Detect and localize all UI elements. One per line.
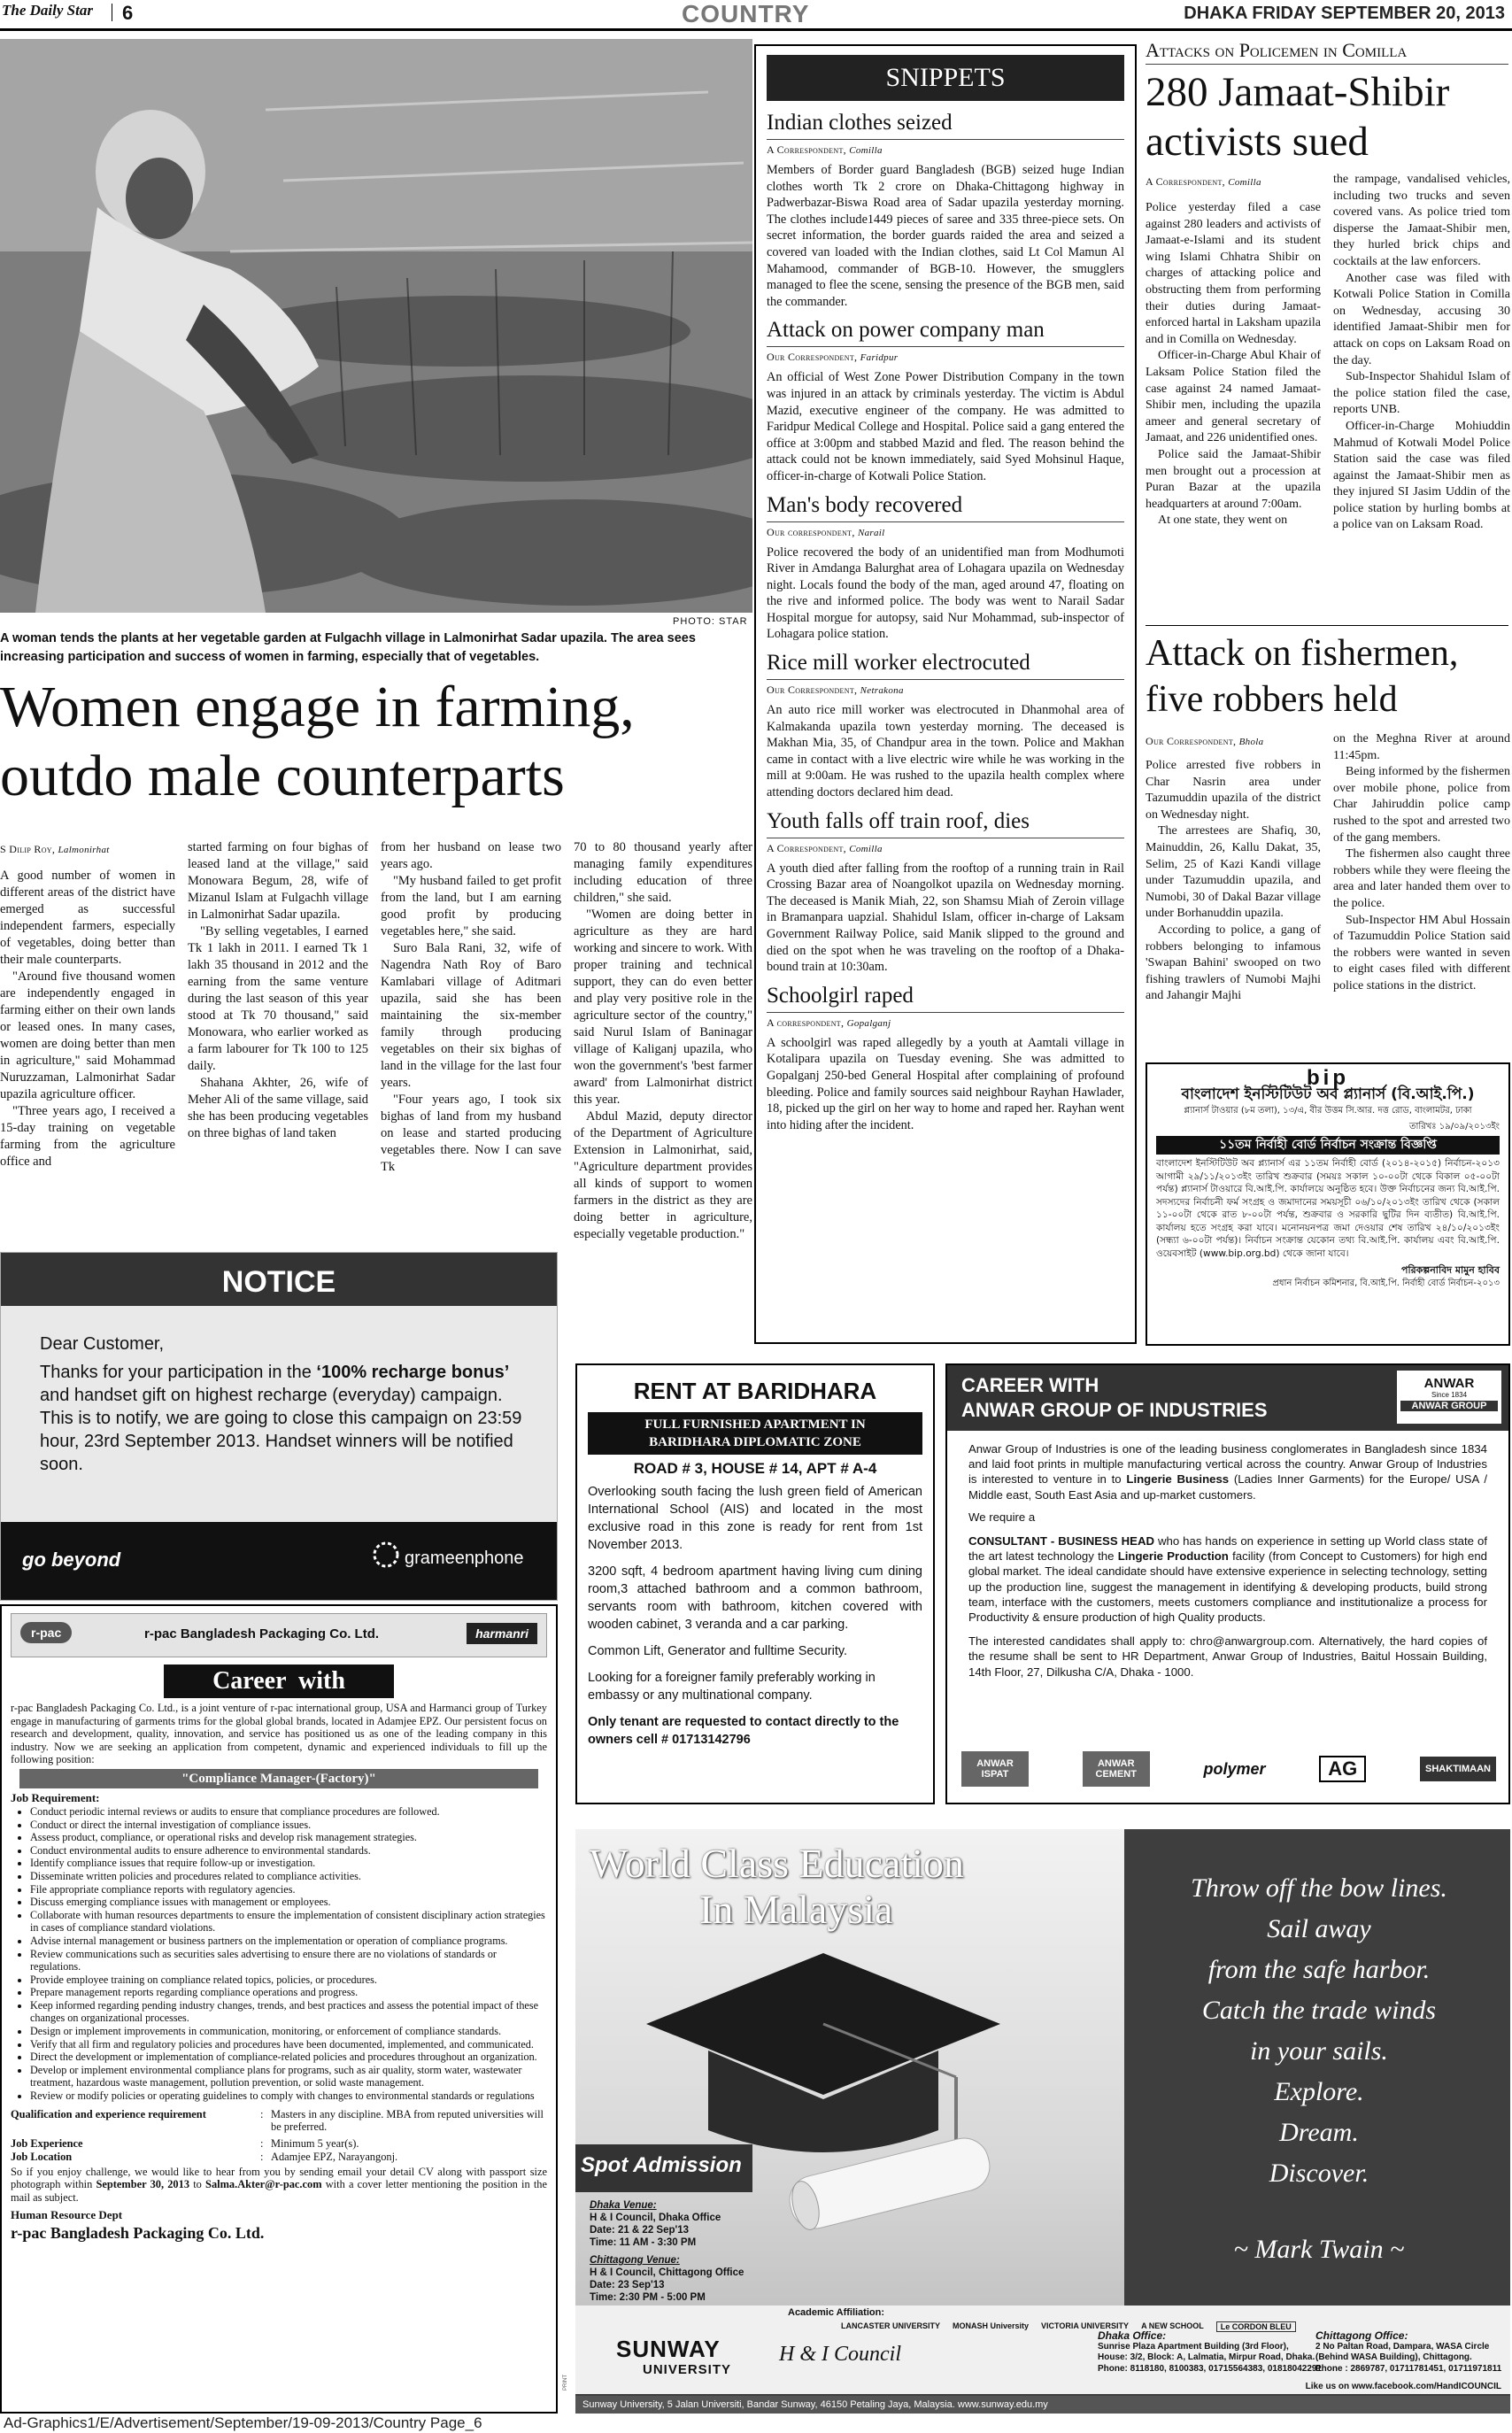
main-story-col-3: from her husband on lease two years ago. "My husband failed to get profit from the land, but I am earning good profit by producing vegetables here," she said. Suro Bala Rani, 32, wife of Nagendra Nath Roy of Baro Kamlabari village of Aditmari upazila, said she has been maintaining the six-member family through producing vegetables on their six bighas of land in the village for the last four years. "Four years ago, I took six bighas of land from my husband on lease and started producing vegetables there. Now I can save Tk (381, 840, 561, 1174)
snippet-byline: A Correspondent, Comilla (767, 841, 883, 854)
dateline: DHAKA FRIDAY SEPTEMBER 20, 2013 (1184, 4, 1505, 23)
rpac-loc-row: Job Location : Adamjee EPZ, Narayangonj. (11, 2150, 398, 2163)
baridhara-p3: Common Lift, Generator and fulltime Security. (588, 1644, 848, 1658)
list-item: • Verify that all firm and regulatory policies and procedures have been documented, implemented, and communicated. (30, 2038, 547, 2051)
snippet-item (767, 983, 1124, 1134)
gp-brand: grameenphone (405, 1549, 524, 1568)
file-path: Ad-Graphics1/E/Advertisement/September/19-09-2013/Country Page_6 (4, 2414, 482, 2431)
snippets-title: SNIPPETS (767, 55, 1124, 101)
spot-admission: Spot Admission (581, 2153, 742, 2177)
rpac-logo: r-pac (20, 1622, 72, 1643)
new-school-logo: A NEW SCHOOL (1141, 2321, 1204, 2330)
snippet-headline: Rice mill worker electrocuted (767, 651, 1030, 676)
monash-logo: MONASH University (953, 2321, 1030, 2330)
rpac-req-title: Job Requirement: (11, 1790, 100, 1804)
list-item: • Review or modify policies or operating guidelines to comply with changes to environmental standards or regulations (30, 2089, 547, 2103)
bip-notice-body: বাংলাদেশ ইনস্টিটিউট অব প্ল্যানার্স এর ১১তম নির্বাহী বোর্ড (২০১৪-২০১৫) নির্বাচন-২০১৩ আগামী ২৯/১১/২০১৩ইং তারিখ শুক্রবার (সময়ঃ সকাল ১০-০০টা থেকে বিকাল ০৫-০০টা পর্যন্ত) প্ল্যানার্স টাওয়ারে বি.আই.পি. কার্যালয়ে অনুষ্ঠিত হবে। উক্ত নির্বাচনের জন্য বি.আই.পি. সদস্যদের নির্বাচনী ফর্ম সংগ্রহ ও জমাদানের সময়সূচী ০৬/১০/২০১৩ইং তারিখ থেকে (সকাল ১১-০০টা থেকে রাত ৮-০০টা পর্যন্ত, শুক্রবার ও সরকারি ছুটির দিন ব্যতীত) বি.আই.পি. কার্যালয় হতে সংগ্রহ করা যাবে। মনোনয়নপত্র জমা দেওয়ার শেষ তারিখ ২৪/১০/২০১৩ইং (সন্ধ্যা ৬-০০টা পর্যন্ত)। নির্বাচন সংক্রান্ত যেকোন তথ্য বি.আই.পি. কার্যালয় এবং বি.আই.পি. ওয়েবসাইট (www.bip.org.bd) থেকে জানা যাবে। (1156, 1158, 1500, 1259)
fishermen-col-1: Police arrested five robbers in Char Nasrin area under Tazumuddin upazila of the district on Wednesday night. The arrestees are Shafiq, 30, Mainuddin, 26, Kallu Dakat, 35, Selim, 25 of Kazi Kandi village under Tazumuddin upazila, and Numobi, 30 of Dakal Bazar village under Borhanuddin upazila. According to police, a gang of robbers belonging to infamous 'Swapan Bahini' swooped on two fishing trawlers of Numobi Majhi and Jahangir Majhi (1146, 759, 1321, 1003)
rpac-qual-row: Qualification and experience requirement : Masters in any discipline. MBA from reputed universities will be preferred. (11, 2108, 547, 2134)
fishermen-col-2: on the Meghna River at around 11:45pm. Being informed by the fishermen over mobile phone, police from Char Jahiruddin police camp rushed to the spot and arrested two of the gang members. The fishermen also caught three robbers while they were fleeing the area and later handed them over to the police. Sub-Inspector HM Abul Hossain of Tazumuddin Police Station said the robbers were wanted in seven to eight cases filed with different police stations in the district. (1333, 732, 1510, 993)
comilla-byline: A Correspondent, Comilla (1146, 175, 1261, 188)
snippet-body: A youth died after falling from the rooftop of a running train in Rail Crossing Bazar area of Noangolkot upazila on Wednesday morning. The deceased is Manik Miah, 22, son Shamsu Miah of Zeroin village in Bramanpara uapzial. Shahidul Islam, officer in-charge of Laksam Government Railway Police, said Manik slipped to the ground and died on the spot when he was traveling on the rooftop of a Dhaka-bound train at 10:30am. (767, 861, 1124, 975)
snippet-item (767, 317, 1124, 484)
list-item: • Discuss emerging compliance issues with management or employees. (30, 1896, 547, 1909)
shaktimaan-logo: SHAKTIMAAN (1420, 1757, 1496, 1781)
anwar-cement-logo: ANWAR CEMENT (1083, 1751, 1150, 1787)
rpac-email-link[interactable]: Salma.Akter@r-pac.com (205, 2178, 322, 2191)
snippet-headline: Schoolgirl raped (767, 983, 914, 1008)
rpac-career-title: Career with (164, 1664, 394, 1698)
twain-quote: Throw off the bow lines. Sail away from the safe harbor. Catch the trade winds in your sails. Explore. Dream. Discover. ~ Mark Twain ~ (1191, 1873, 1447, 2264)
snippet-byline: A correspondent, Gopalganj (767, 1016, 891, 1029)
chittagong-venue: Chittagong Venue: H & I Council, Chittagong Office Date: 23 Sep'13 Time: 2:30 PM - 5:00 PM (590, 2255, 744, 2303)
bip-org-name: বাংলাদেশ ইনস্টিটিউট অব প্ল্যানার্স (বি.আই.পি.) (1181, 1085, 1475, 1103)
sunway-headline-2: In Malaysia (699, 1887, 893, 1932)
snippet-body: An auto rice mill worker was electrocuted in Dhanmohal area of Kalmakanda upazila town yesterday morning. The deceased is Makhan Mia, 35, of Chandpur area in the town. Police and Makhan came in contact with a live electric wire while he was working in the mill at 9:00am. He was rushed to the upazila health complex where attending doctors declared him dead. (767, 703, 1124, 800)
ag-logo: AG (1319, 1756, 1366, 1782)
baridhara-address: ROAD # 3, HOUSE # 14, APT # A-4 (633, 1460, 877, 1477)
rpac-apply: So if you enjoy challenge, we would like to hear from you by sending email your detail CV along with passport size photograph within September 30, 2013 to Salma.Akter@r-pac.com with a cover letter mentioning the position in the mail as subject. (11, 2165, 547, 2204)
lancaster-logo: LANCASTER UNIVERSITY (841, 2321, 941, 2330)
rpac-loc-value: Adamjee EPZ, Narayangonj. (271, 2150, 398, 2163)
grameenphone-logo-icon (373, 1541, 399, 1568)
snippet-body: An official of West Zone Power Distribution Company in the town was injured in an attack by criminals yesterday. The victim is Abdul Mazid, executive engineer of the company. He was admitted to Faridpur Medical College and Hospital. Police said a gang entered the office at 3:00pm and stabbed Mazid and fled. The reason behind the attack could not be known immediately, said Syed Mohsinul Haque, officer-in-charge of Kotwali Police Station. (767, 370, 1124, 483)
rpac-exp-row: Job Experience : Minimum 5 year(s). (11, 2136, 359, 2150)
anwar-position: CONSULTANT - BUSINESS HEAD who has hands on experience in setting up World class state of the art latest technology the Lingerie Production facility (from Concept to Customers) for high end global market. The ideal candidate should have extensive experience in selecting technology, setting up the production line, suggest the management in identifying & developing products, build strong team, interface with the customers, meets customers compliance and institutionalize a process for Productivity & ensure production of high Quality products. (968, 1534, 1488, 1625)
rpac-position: "Compliance Manager-(Factory)" (19, 1769, 538, 1788)
comilla-col-1: Police yesterday filed a case against 280 leaders and activists of Jamaat-e-Islami and its student wing Islami Chhatra Shibir on charges of attacking police and obstructing them from performing their duties during Jamaat-enforced hartal in Laksham upazila and in Comilla on Wednesday. Officer-in-Charge Abul Khair of Laksam Police Station filed the case against 24 named Jamaat-Shibir men, including the upazila ameer and general secretary of Jamaat, and 226 unidentified ones. Police said the Jamaat-Shibir men brought out a procession at Puran Bazar at the upazila headquarters at around 7:00am. At one state, they went on (1146, 201, 1321, 528)
list-item: • Conduct environmental audits to ensure adherence to environmental standards. (30, 1844, 547, 1858)
list-item: • Collaborate with human resources departments to ensure the implementation of consistent disciplinary action strategies in cases of compliance standard violations. (30, 1909, 547, 1935)
list-item: • Review communications such as securities sales advertising to ensure there are no violations of standards or regulations. (30, 1948, 547, 1973)
rpac-exp-label: Job Experience (11, 2136, 83, 2150)
fishermen-headline: Attack on fishermen, five robbers held (1146, 633, 1459, 720)
dhaka-venue: Dhaka Venue: H & I Council, Dhaka Office Date: 21 & 22 Sep'13 Time: 11 AM - 3:30 PM (590, 2200, 721, 2248)
academic-affiliation: Academic Affiliation: (788, 2307, 884, 2318)
list-item: • Disseminate written policies and procedures related to compliance activities. (30, 1870, 547, 1883)
facebook-link[interactable]: Like us on www.facebook.com/HandICOUNCIL (1305, 2382, 1501, 2391)
snippet-byline: Our correspondent, Narail (767, 525, 885, 538)
rpac-requirements-list (11, 1805, 547, 2103)
rpac-dept: Human Resource Dept (11, 2207, 123, 2221)
photo-credit: PHOTO: STAR (673, 616, 748, 627)
anwar-header-band (947, 1365, 1508, 1431)
bip-ad (1146, 1062, 1510, 1346)
list-item: • Advise internal management or business partners on the implementation or operation of compliance programs. (30, 1935, 547, 1948)
snippet-item (767, 492, 1124, 644)
anwar-title-1: CAREER WITH (961, 1374, 1099, 1396)
baridhara-ad (575, 1363, 935, 1804)
fishermen-top-rule (1146, 625, 1508, 626)
dhaka-office: Dhaka Office: Sunrise Plaza Apartment Building (3rd Floor), House: 3/2, Block: A, Lalmatia, Mirpur Road, Dhaka. Phone: 8118180, 8100383, 01715564383, 01818042291 (1098, 2329, 1322, 2374)
anwar-logo: ANWAR Since 1834 ANWAR GROUP (1397, 1371, 1501, 1424)
sunway-logo-sub: UNIVERSITY (643, 2362, 732, 2377)
main-story-col-1: A good number of women in different areas of the district have emerged as successful independent farmers, especially of vegetables, doing better than their male counterparts. "Around five thousand women are independently engaged in farming either on their own lands or leased ones. In many cases, women are doing better than men in agriculture," said Mohammad Nuruzzaman, Lalmonirhat Sadar upazila agriculture officer. "Three years ago, I received a 15-day training on vegetable farming from the agriculture office and (0, 869, 175, 1169)
main-byline: S Dilip Roy, Lalmonirhat (0, 843, 110, 855)
gp-notice-title: NOTICE (221, 1265, 336, 1299)
rpac-qual-label: Qualification and experience requirement (11, 2107, 206, 2120)
harmanci-logo: harmanri (467, 1623, 537, 1644)
list-item: • Prepare management reports regarding compliance operations and progress. (30, 1986, 547, 1999)
baridhara-p1: Overlooking south facing the lush green field of American International School (AIS) and located in the most exclusive road in this zone is ready for rent from 1st November 2013. (588, 1485, 922, 1552)
snippet-item (767, 650, 1124, 801)
main-story-col-2: started farming on four bighas of leased land at the village," said Monowara Begum, 28, wife of Mizanul Islam at Fulgachh village in Lalmonirhat Sadar upazila. "By selling vegetables, I earned Tk 1 lakh in 2011. I earned Tk 1 lakh 35 thousand in 2012 and the earning from the same venture during the last season of this year stood at Tk 70 thousand," said Monowara, who earlier worked as a farm labourer for Tk 100 to 125 daily. Shahana Akhter, 26, wife of Meher Ali of the same village, said she has been producing vegetables on three bighas of land taken (188, 840, 368, 1140)
polymer-logo: polymer (1203, 1759, 1266, 1778)
photo-caption: A woman tends the plants at her vegetable garden at Fulgachh village in Lalmonirhat Sadar upazila. The area sees increasing participation and success of women in farming, especially that of vegetables. (0, 631, 696, 664)
snippet-headline: Attack on power company man (767, 318, 1045, 343)
gp-notice-body: Thanks for your participation in the ‘100% recharge bonus’ and handset gift on highest recharge (everyday) campaign. This is to notify, we are going to close this campaign on 23:59 hour, 23rd September 2013. Handset winners will be notified soon. (40, 1363, 522, 1474)
snippet-item (767, 808, 1124, 976)
anwar-ad (945, 1363, 1510, 1804)
graduation-cap-icon (637, 1944, 1009, 2236)
sunway-logo: SUNWAY (616, 2336, 721, 2362)
paper-name: The Daily Star (2, 2, 93, 19)
list-item: • Develop or implement environmental compliance plans for programs, such as air quality, storm water, wastewater treatment, hazardous waste management, pollution prevention, or solid waste management. (30, 2064, 547, 2089)
main-headline: Women engage in farming, outdo male counterparts (0, 675, 635, 808)
bip-address: প্ল্যানার্স টাওয়ার (৮ম তলা), ১৩/এ, বীর উত্তম সি.আর. দত্ত রোড, বাংলামটর, ঢাকা (1184, 1106, 1472, 1116)
list-item: • Design or implement improvements in communication, monitoring, or enforcement of compliance standards. (30, 2025, 547, 2038)
bip-date: তারিখঃ ১৯/০৯/২০১৩ইং (1408, 1122, 1500, 1132)
gp-notice-ad (0, 1252, 558, 1601)
page-number: 6 (122, 2, 134, 24)
baridhara-title: RENT AT BARIDHARA (633, 1378, 877, 1404)
rpac-company-footer: r-pac Bangladesh Packaging Co. Ltd. (11, 2223, 265, 2242)
print-tag: PRINT (563, 2375, 568, 2391)
snippet-headline: Youth falls off train roof, dies (767, 808, 1030, 833)
snippet-body: Members of Border guard Bangladesh (BGB) seized huge Indian clothes worth Tk 2 crore on Dhaka-Chittagong highway in Padwerbazar-Biswa Road area of Sadar upazila yesterday morning. The clothes include1449 pieces of saree and 335 three-piece sets. On secret information, the border guards raided the area and seized a covered van loaded with the Indian clothes, said Lt Col Mamun Al Mahamood, commander of BGB-10. However, the smugglers managed to flee the scene, sensing the presence of the BGB men, said the commander. (767, 163, 1124, 309)
snippets-box (754, 44, 1137, 1344)
anwar-require: We require a (968, 1510, 1036, 1524)
rpac-header-band (11, 1613, 547, 1657)
main-story-col-4: 70 to 80 thousand yearly after managing family expenditures including education of three children," she said. "Women are doing better in agriculture as they are hard working and sincere to work. With proper training and technical support, they can do even better and play very positive role in the agriculture sector of the country," said Nurul Islam of Baninagar village of Kaliganj upazila, who won the government's 'best farmer award' from Lalmonirhat district this year. Abdul Mazid, deputy director of the Department of Agriculture Extension in Lalmonirhat, said, "Agriculture department provides all kinds of support to women farmers in the district as they are doing better in agriculture, especially vegetable production." (574, 840, 752, 1241)
anwar-brand-row (961, 1751, 1496, 1787)
rpac-company-header: r-pac Bangladesh Packaging Co. Ltd. (144, 1626, 380, 1641)
sunway-ad (575, 1829, 1510, 2414)
snippet-item (767, 110, 1124, 310)
anwar-intro: Anwar Group of Industries is one of the leading business conglomerates in Bangladesh since 1834 and laid foot prints in multiple manufacturing vertical across the country. Anwar Group of Industries is interested to venture in to Lingerie Business (Ladies Inner Garments) for the Europe/ USA / Middle east, South East Asia and up-market customers. (968, 1442, 1487, 1502)
snippet-byline: Our Correspondent, Netrakona (767, 684, 904, 697)
bip-notice-title: ১১তম নির্বাহী বোর্ড নির্বাচন সংক্রান্ত বিজ্ঞপ্তি (1156, 1136, 1500, 1155)
gp-tagline: go beyond (22, 1549, 121, 1571)
snippet-body: A schoolgirl was raped allegedly by a youth at Aamtali village in Kotalipara upazila on Tuesday evening. She was admitted to Gopalganj 250-bed General Hospital after complaining of profound bleeding. Police and family sources said neighbour Rayhan Hawlader, 18, picked up the girl on her way to home and raped her. Rayhan went into hiding after the incident. (767, 1035, 1124, 1132)
masthead-rule (0, 28, 1512, 31)
rpac-exp-value: Minimum 5 year(s). (271, 2136, 359, 2150)
snippet-byline: Our Correspondent, Faridpur (767, 351, 899, 364)
list-item: • Identify compliance issues that require follow-up or investigation. (30, 1857, 547, 1870)
list-item: • Keep informed regarding pending industry changes, trends, and best practices and assess the potential impact of these changes on organizational processes. (30, 1999, 547, 2025)
list-item: • Conduct periodic internal reviews or audits to ensure that compliance procedures are followed. (30, 1805, 547, 1819)
rpac-loc-label: Job Location (11, 2150, 73, 2163)
sunway-footer: Sunway University, 5 Jalan Universiti, Bandar Sunway, 46150 Petaling Jaya, Malaysia. www.sunway.edu.my (575, 2396, 1510, 2414)
hi-council-logo: H & I Council (779, 2343, 901, 2366)
cordon-bleu-logo: Le CORDON BLEU (1216, 2321, 1296, 2332)
rpac-qual-value: Masters in any discipline. MBA from reputed universities will be preferred. (271, 2107, 544, 2134)
list-item: • File appropriate compliance reports with regulatory agencies. (30, 1883, 547, 1896)
victoria-logo: VICTORIA UNIVERSITY (1041, 2321, 1130, 2330)
comilla-kicker: Attacks on Policemen in Comilla (1146, 39, 1408, 61)
comilla-headline: 280 Jamaat-Shibir activists sued (1146, 69, 1450, 165)
snippet-body: Police recovered the body of an unidentified man from Modhumoti River in Amdanga Balurghat area of Lohagara upazila on Wednesday night. Locals found the body of the man, aged around 47, floating on the rive and informed police. The body was went to Narail Sadar Hospital morgue for autopsy, said Nur Mohammad, sub-inspector of Lohagara police station. (767, 545, 1124, 642)
anwar-ispat-logo: ANWAR ISPAT (961, 1751, 1029, 1787)
baridhara-band: FULL FURNISHED APARTMENT IN BARIDHARA DIPLOMATIC ZONE (588, 1412, 922, 1455)
baridhara-contact: Only tenant are requested to contact directly to the owners cell # 01713142796 (588, 1715, 899, 1747)
sunway-headline-1: World Class Education (590, 1841, 965, 1886)
list-item: • Provide employee training on compliance related topics, policies, or procedures. (30, 1973, 547, 1987)
bip-signer-title: প্রধান নির্বাচন কমিশনার, বি.আই.পি. নির্বাহী বোর্ড নির্বাচন-২০১৩ (1272, 1278, 1500, 1288)
rpac-intro: r-pac Bangladesh Packaging Co. Ltd., is a joint venture of r-pac international group, USA and Harmanci group of Turkey engage in manufacturing of garments trims for the global global brands, located in Adamjee EPZ. Our persistent focus on research and development, quality, innovation, and service has positioned us as one of the leading company in this industry. Now we are seeking an application from competent, dynamic and experienced individuals to fill up the following position: (11, 1702, 547, 1766)
baridhara-p2: 3200 sqft, 4 bedroom apartment having living cum dining room,3 attached bathroom and a common bathroom, servants room with bathroom, kitchen covered with wooden cabinet, 3 veranda and a car parking. (588, 1564, 922, 1632)
snippet-byline: A Correspondent, Comilla (767, 143, 883, 156)
snippet-headline: Man's body recovered (767, 492, 963, 517)
farming-photo (0, 39, 752, 613)
list-item: • Assess product, compliance, or operational risks and develop risk management strategies. (30, 1831, 547, 1844)
anwar-title-2: ANWAR GROUP OF INDUSTRIES (961, 1399, 1268, 1421)
section-title: COUNTRY (682, 0, 810, 27)
list-item: • Conduct or direct the internal investigation of compliance issues. (30, 1819, 547, 1832)
fishermen-byline: Our Correspondent, Bhola (1146, 735, 1264, 747)
list-item: • Direct the development or implementation of compliance-related policies and procedures throughout an organization. (30, 2051, 547, 2064)
bip-logo: bip (1307, 1066, 1349, 1090)
chittagong-office: Chittagong Office: 2 No Paltan Road, Dampara, WASA Circle (Behind WASA Building), Chittagong. Phone : 2869787, 01711781451, 01711971811 (1315, 2329, 1502, 2374)
anwar-apply: The interested candidates shall apply to: chro@anwargroup.com. Alternatively, the hard copies of the resume shall be sent to HR Department, Anwar Group of Industries, Baitul Hossain Building, 14th Floor, 27, Dilkusha C/A, Dhaka - 1000. (968, 1634, 1487, 1679)
comilla-col-2: the rampage, vandalised vehicles, including two trucks and seven covered vans. As police tried tom disperse the Jamaat-Shibir men, they hurled brick chips and cocktails at the law enforcers. Another case was filed with Kotwali Police Station in Comilla on Wednesday, accusing 30 identified Jamaat-Shibir men for attack on cops on Laksam Road on the day. Sub-Inspector Shahidul Islam of the police station filed the case, reports UNB. Officer-in-Charge Mohiuddin Mahmud of Kotwali Model Police Station said the case was filed against the Jamaat-Shibir men as they injured SI Jasim Uddin of the police station by hurling bombs at a police van on Laksam Road. (1333, 173, 1510, 532)
baridhara-p4: Looking for a foreigner family preferably working in embassy or any multinational company. (588, 1671, 876, 1703)
comilla-kicker-rule (1146, 64, 1508, 65)
farm-woman-illustration (0, 39, 752, 613)
gp-greeting: Dear Customer, (40, 1334, 165, 1354)
rpac-ad (0, 1604, 558, 2414)
snippet-headline: Indian clothes seized (767, 111, 953, 135)
bip-signature: পরিকল্পনাবিদ মামুন হাবিব (1400, 1264, 1500, 1276)
